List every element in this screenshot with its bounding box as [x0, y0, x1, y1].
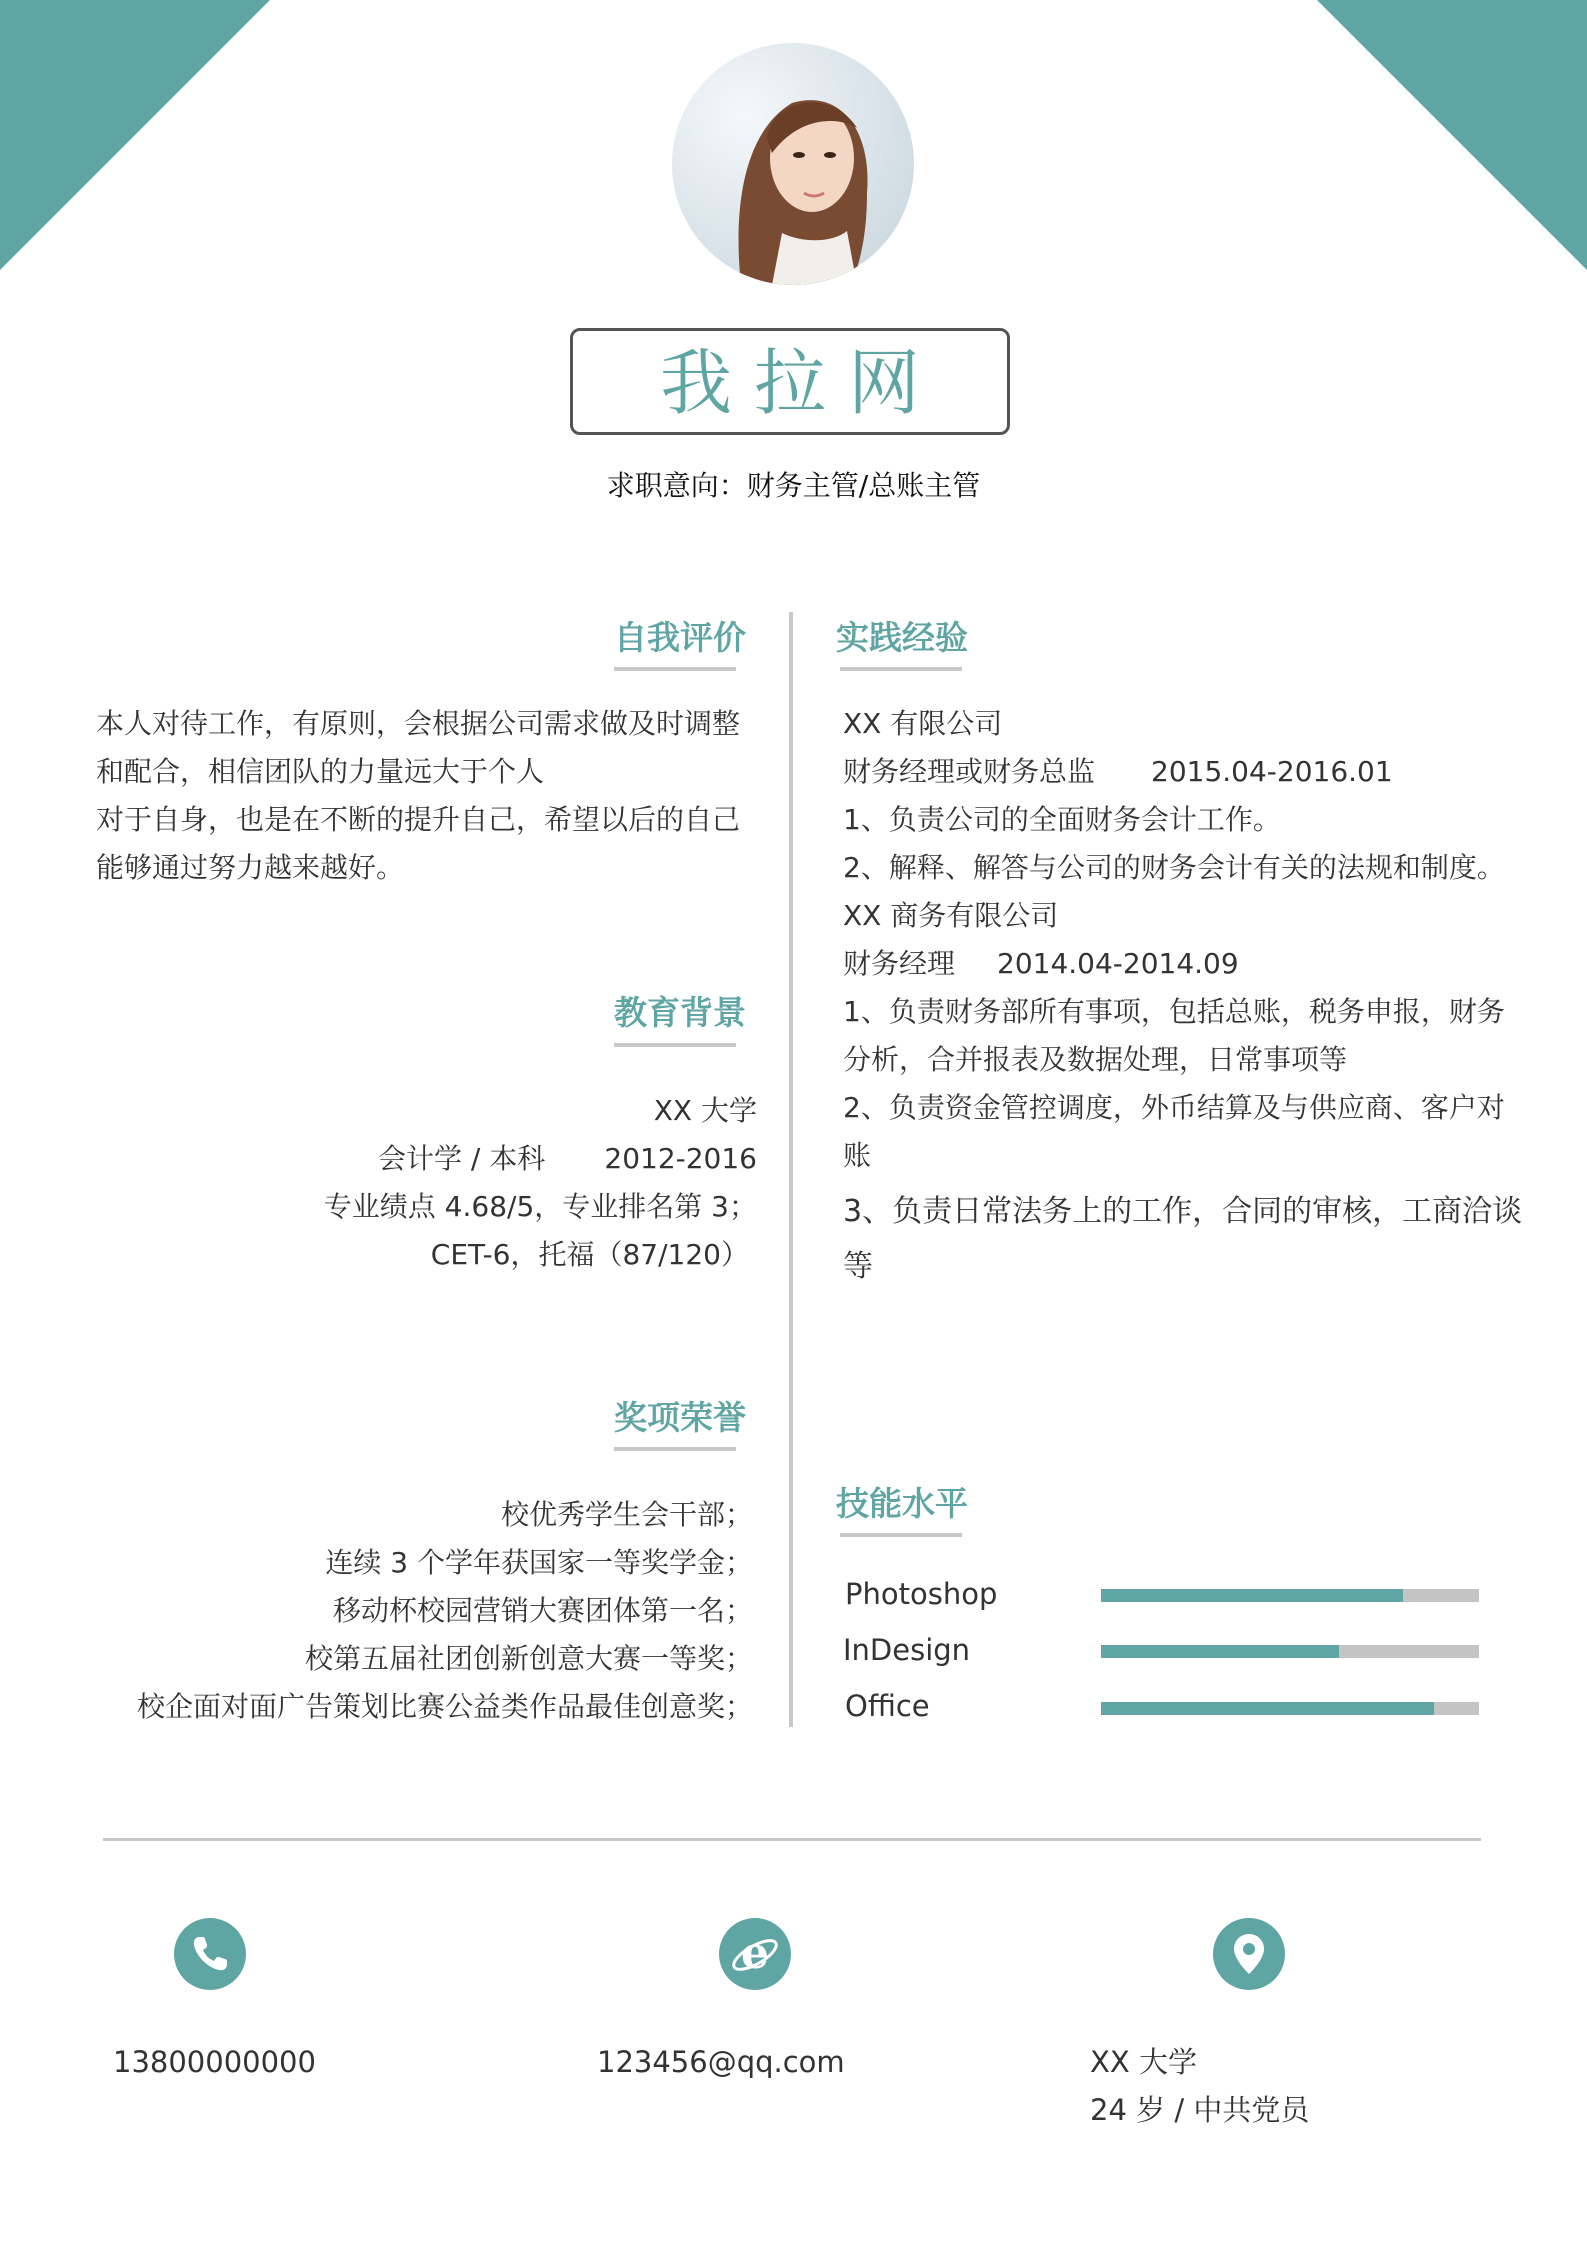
skill-label: InDesign — [843, 1633, 971, 1667]
skill-label: Office — [845, 1689, 930, 1723]
job-duty: 等 — [843, 1249, 873, 1284]
phone-icon — [174, 1918, 246, 1990]
education-title: 教育背景 — [614, 993, 746, 1032]
name-box — [570, 328, 1010, 435]
self-eval-line: 本人对待工作，有原则，会根据公司需求做及时调整 — [96, 707, 741, 740]
experience-underline — [840, 667, 962, 671]
contact-info: 24 岁 / 中共党员 — [1090, 2093, 1310, 2127]
corner-decoration-left — [0, 0, 272, 272]
award-item: 移动杯校园营销大赛团体第一名； — [332, 1594, 753, 1627]
contact-phone: 13800000000 — [113, 2045, 316, 2079]
skills-underline — [840, 1533, 962, 1537]
job-duty: 2、负责资金管控调度，外币结算及与供应商、客户对 — [843, 1091, 1505, 1124]
horizontal-divider — [103, 1838, 1481, 1841]
job-duty: 1、负责公司的全面财务会计工作。 — [843, 803, 1281, 836]
job-intent: 求职意向：财务主管/总账主管 — [606, 469, 981, 502]
job-duty: 账 — [843, 1139, 872, 1172]
profile-photo — [672, 43, 914, 285]
self-eval-title: 自我评价 — [614, 618, 746, 657]
award-item: 校第五届社团创新创意大赛一等奖； — [304, 1642, 753, 1675]
job-role: 财务经理 — [843, 947, 956, 980]
job-duty: 3、负责日常法务上的工作，合同的审核，工商洽谈 — [843, 1194, 1523, 1229]
job-period: 2015.04-2016.01 — [1151, 755, 1393, 788]
education-school: XX 大学 — [653, 1094, 757, 1127]
job-role: 财务经理或财务总监 — [843, 755, 1096, 788]
job-period: 2014.04-2014.09 — [997, 947, 1239, 980]
education-scores: CET-6，托福（87/120） — [430, 1238, 749, 1271]
skills-title: 技能水平 — [836, 1484, 968, 1523]
location-pin-icon — [1213, 1918, 1285, 1990]
awards-title: 奖项荣誉 — [614, 1398, 746, 1437]
job-duty: 2、解释、解答与公司的财务会计有关的法规和制度。 — [843, 851, 1505, 884]
vertical-divider — [789, 612, 793, 1727]
self-eval-text — [96, 700, 756, 892]
svg-text:e: e — [741, 1928, 769, 1979]
contact-email: 123456@qq.com — [597, 2045, 845, 2079]
job-duty: 1、负责财务部所有事项，包括总账，税务申报，财务 — [843, 995, 1505, 1028]
awards-list — [53, 1491, 753, 1731]
job-company: XX 有限公司 — [843, 707, 1003, 740]
skill-label: Photoshop — [845, 1577, 998, 1611]
candidate-name: 我拉网 — [659, 341, 942, 425]
award-item: 校优秀学生会干部； — [500, 1498, 753, 1531]
skill-bar — [1101, 1645, 1479, 1658]
award-item: 校企面对面广告策划比赛公益类作品最佳创意奖； — [136, 1690, 753, 1723]
self-eval-line: 和配合，相信团队的力量远大于个人 — [96, 755, 545, 788]
skill-bar-fill — [1101, 1589, 1403, 1602]
self-eval-line: 对于自身，也是在不断的提升自己，希望以后的自己 — [96, 803, 741, 836]
self-eval-underline — [614, 667, 736, 671]
education-period: 2012-2016 — [604, 1142, 757, 1175]
corner-decoration-right — [1315, 0, 1587, 272]
self-eval-line: 能够通过努力越来越好。 — [96, 851, 405, 884]
job-company: XX 商务有限公司 — [843, 899, 1059, 932]
award-item: 连续 3 个学年获国家一等奖学金； — [325, 1546, 753, 1579]
education-major: 会计学 / 本科 — [378, 1142, 546, 1175]
internet-explorer-icon — [719, 1918, 791, 1990]
education-gpa: 专业绩点 4.68/5，专业排名第 3； — [323, 1190, 757, 1223]
skill-bar — [1101, 1702, 1479, 1715]
experience-title: 实践经验 — [836, 618, 968, 657]
skill-bar — [1101, 1589, 1479, 1602]
job-duty: 分析，合并报表及数据处理，日常事项等 — [843, 1043, 1348, 1076]
awards-underline — [614, 1447, 736, 1451]
skill-bar-fill — [1101, 1702, 1434, 1715]
contact-school: XX 大学 — [1090, 2045, 1197, 2079]
education-underline — [614, 1043, 736, 1047]
skill-bar-fill — [1101, 1645, 1339, 1658]
